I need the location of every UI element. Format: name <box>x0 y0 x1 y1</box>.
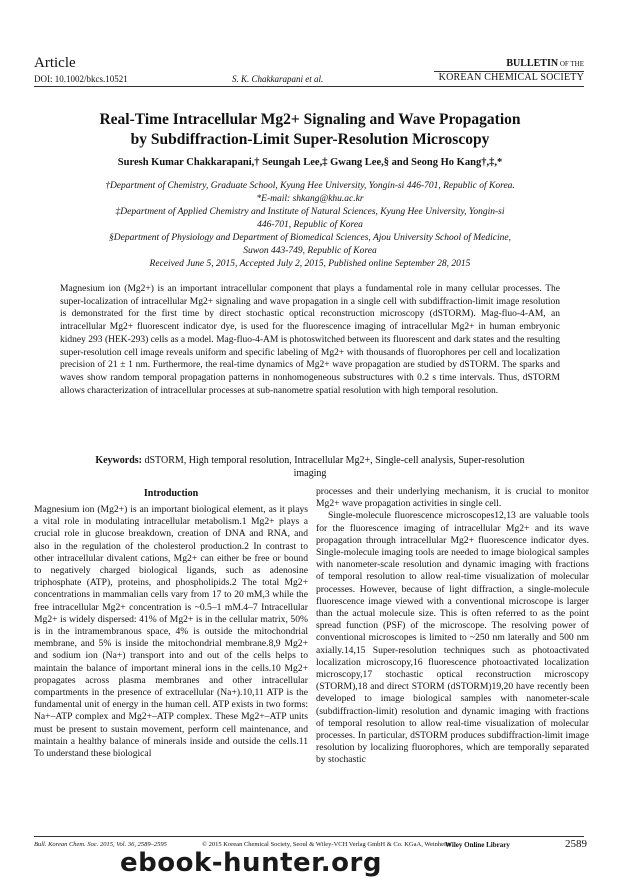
footer-rule <box>34 836 584 837</box>
affiliation-line: †Department of Chemistry, Graduate School, Kyung Hee University, Yongin-si 446-701, Republic of Korea. <box>105 181 515 191</box>
running-author: S. K. Chakkarapani et al. <box>232 74 324 84</box>
affiliation-line: §Department of Physiology and Department of Biomedical Sciences, Ajou University School of Medicine, <box>109 233 511 243</box>
article-title <box>60 110 560 150</box>
watermark: ebook-hunter.org <box>120 848 382 878</box>
title-line-2: by Subdiffraction-Limit Super-Resolution Microscopy <box>130 131 490 148</box>
affiliations <box>40 180 580 271</box>
header-rule <box>34 86 584 87</box>
journal-name-line2: KOREAN CHEMICAL SOCIETY <box>438 72 584 83</box>
body-column-left <box>34 504 308 760</box>
intro-paragraph-continued: processes and their underlying mechanism, it is crucial to monitor Mg2+ wave propagation activities in single cell. <box>316 486 589 510</box>
keywords-list: dSTORM, High temporal resolution, Intracellular Mg2+, Single-cell analysis, Super-resolution imaging <box>144 455 525 479</box>
footer-wiley-link[interactable]: Wiley Online Library <box>445 841 510 849</box>
body-column-right <box>316 486 589 767</box>
abstract: Magnesium ion (Mg2+) is an important intracellular component that plays a fundamental role in many cellular processes. The super-localization of intracellular Mg2+ signaling and wave propagation in a single cell with subdiffraction-limit image resolution is demonstrated for the first time by direct stochastic optical reconstruction microscopy (dSTORM). Mag-fluo-4-AM, an intracellular Mg2+ fluorescent indicator dye, is used for the fluorescence imaging of intracellular Mg2+ in human embryonic kidney 293 (HEK-293) cells as a model. Mag-fluo-4-AM is photoswitched between its fluorescent and dark states and the resulting super-resolution cell image reveals uniform and specific labeling of Mg2+ with thousands of fluorophores per cell and localization precision of 21 ± 1 nm. Furthermore, the real-time dynamics of Mg2+ wave propagation are studied by dSTORM. The sparks and waves show random temporal propagation patterns in nonhomogeneous substructures with 0.2 s time intervals. Thus, dSTORM allows characterization of intracellular processes at sub-nanometre spatial resolution with high temporal resolution. <box>60 284 560 396</box>
footer-copyright: © 2015 Korean Chemical Society, Seoul & Wiley-VCH Verlag GmbH & Co. KGaA, Weinheim <box>202 841 451 848</box>
affiliation-line: Suwon 443-749, Republic of Korea <box>243 246 377 256</box>
keywords <box>80 454 540 480</box>
doi-text: DOI: 10.1002/bkcs.10521 <box>34 74 128 84</box>
intro-paragraph: Magnesium ion (Mg2+) is an important biological element, as it plays a vital role in modulating intracellular metabolism.1 Mg2+ plays a crucial role in glucose breakdown, creation of DNA and RNA, and also in the regulation of the cholesterol production.2 In contrast to other intracellular divalent cations, Mg2+ can either be free or bound to negatively charged biological ligands, such as adenosine triphosphate (ATP), proteins, and phospholipids.2 The total Mg2+ concentrations in mammalian cells vary from 17 to 20 mM,3 while the free intracellular Mg2+ concentration is ~0.5–1 mM.4–7 Intracellular Mg2+ is widely dispersed: 41% of Mg2+ is in the cellular matrix, 50% is in the intramembranous space, 4% is outside the mitochondrial membrane, and 5% is inside the mitochondrial membrane.8,9 Mg2+ and sodium ion (Na+) transport into and out of the cells helps to maintain the balance of important mineral ions in the cells.10 Mg2+ propagates across plasma membranes and other intracellular compartments in the presence of extracellular (Na+).10,11 ATP is the fundamental unit of energy in the human cell. ATP exists in two forms: Na+–ATP complex and Mg2+–ATP complex. These Mg2+–ATP units must be present to sustain movement, perform cell maintenance, and maintain a healthy balance of minerals inside and outside the cells.11 To understand these biological <box>34 504 308 760</box>
author-list: Suresh Kumar Chakkarapani,† Seungah Lee,‡ Gwang Lee,§ and Seong Ho Kang†,‡,* <box>117 157 503 168</box>
intro-paragraph: Single-molecule fluorescence microscopes12,13 are valuable tools for the fluorescence imaging of intracellular Mg2+ and its wave propagation through intracellular Mg2+ fluorescence indicator dyes. Single-molecule imaging tools are needed to image biological samples with nanometer-scale resolution and dynamic imaging with fractions of temporal resolution to allow real-time visualization of molecular processes. However, because of light diffraction, a single-molecule fluorescence image viewed with a conventional microscope is larger than the actual molecule size. This is often referred to as the point spread function (PSF) of the microscope. The resolving power of conventional microscopes is limited to ~250 nm laterally and 500 nm axially.14,15 Super-resolution techniques such as photoactivated localization microscopy,16 fluorescence photoactivated localization microscopy,17 stochastic optical reconstruction microscopy (STORM),18 and direct STORM (dSTORM)19,20 have recently been developed to image biological samples with nanometer-scale (subdiffraction-limit) resolution and dynamic imaging with fractions of temporal resolution to allow real-time visualization of molecular processes. In particular, dSTORM produces subdiffraction-limit image resolution by localizing fluorophores, which are temporally separated by stochastic <box>316 510 589 766</box>
section-heading-introduction: Introduction <box>143 488 199 499</box>
page-number: 2589 <box>565 838 587 850</box>
affiliation-line: ‡Department of Applied Chemistry and Institute of Natural Sciences, Kyung Hee University, Yongin-si <box>115 207 505 217</box>
keywords-label: Keywords: <box>95 455 142 466</box>
footer-citation: Bull. Korean Chem. Soc. 2015, Vol. 36, 2589–2595 <box>34 841 167 848</box>
received-dates: Received June 5, 2015, Accepted July 2, 2015, Published online September 28, 2015 <box>149 259 471 269</box>
title-line-1: Real-Time Intracellular Mg2+ Signaling and Wave Propagation <box>99 111 521 128</box>
article-type-label: Article <box>34 55 76 71</box>
journal-name-line1: BULLETIN OF THE <box>506 58 584 69</box>
affiliation-line: 446-701, Republic of Korea <box>257 220 363 230</box>
corresponding-email: *E-mail: shkang@khu.ac.kr <box>256 194 364 204</box>
